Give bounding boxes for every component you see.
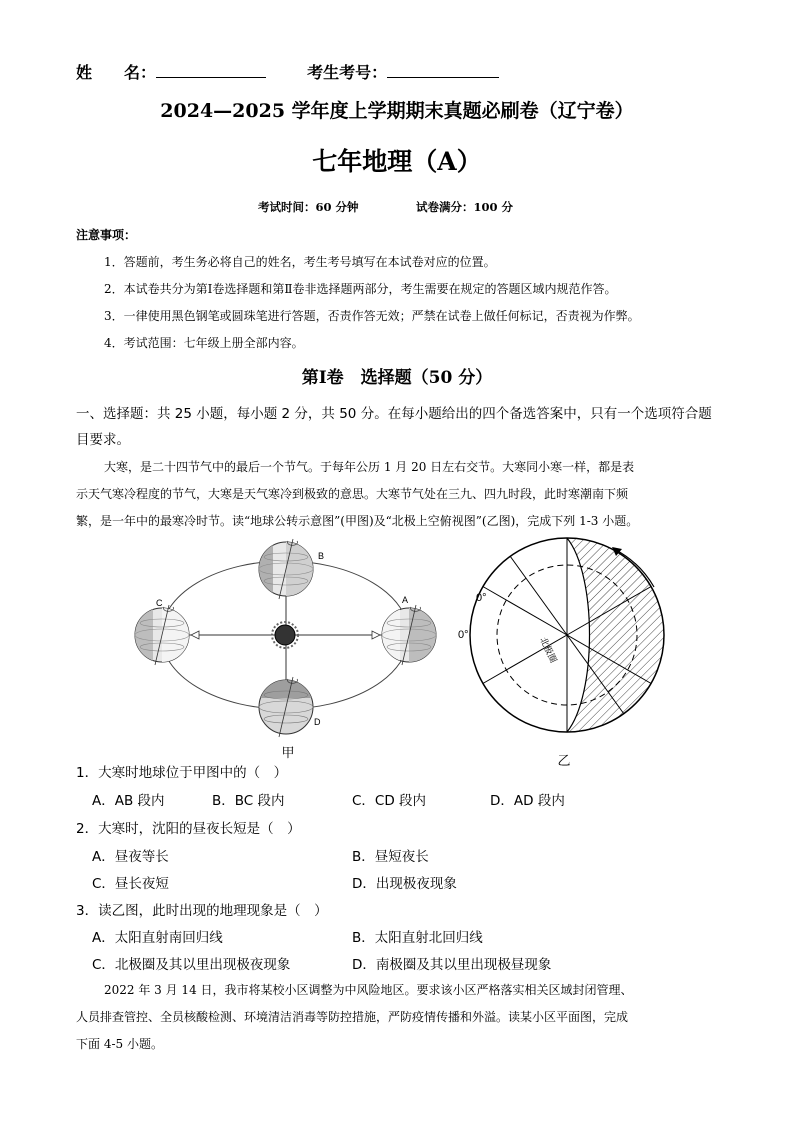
- earth-b-icon: [259, 539, 313, 599]
- passage-line: 大寒，是二十四节气中的最后一个节气。于每年公历 1 月 20 日左右交节。大寒同小寒一样，都是表: [104, 460, 635, 474]
- earth-c-icon: [135, 605, 189, 665]
- label-0deg: 0°: [476, 592, 487, 604]
- option-b[interactable]: B．太阳直射北回归线: [352, 930, 483, 946]
- option-d[interactable]: D．出现极夜现象: [352, 876, 457, 892]
- name-field: [76, 60, 499, 83]
- figure-caption-yi: 乙: [557, 753, 571, 768]
- arrow-icon: [372, 631, 380, 639]
- label-0deg: 0°: [458, 629, 469, 641]
- label-b: B: [318, 551, 325, 561]
- passage-line: 人员排查管控、全员核酸检测、环境清洁消毒等防控措施，严防疫情传播和外溢。读某小区平面图，完成: [76, 1010, 629, 1024]
- figure-caption-jia: 甲: [281, 745, 295, 760]
- earth-revolution-diagram: [128, 535, 450, 760]
- name-input-line[interactable]: [156, 61, 266, 78]
- earth-d-icon: [259, 677, 313, 737]
- label-d: D: [314, 717, 321, 727]
- subject-title: 七年地理（A）: [312, 147, 482, 176]
- option-c[interactable]: C．昼长夜短: [92, 876, 169, 892]
- option-a[interactable]: A．太阳直射南回归线: [92, 930, 223, 946]
- option-d[interactable]: D．南极圈及其以里出现极昼现象: [352, 957, 552, 973]
- label-a: A: [402, 595, 409, 605]
- id-input-line[interactable]: [387, 61, 499, 78]
- passage-line: 繁，是一年中的最寒冷时节。读“地球公转示意图”(甲图)及“北极上空俯视图”(乙图)，完成下列 1-3 小题。: [76, 514, 639, 528]
- question-stem: 2．大寒时，沈阳的昼夜长短是（ ）: [76, 821, 301, 837]
- passage-line: 示天气寒冷程度的节气，大寒是天气寒冷到极致的意思。大寒节气处在三九、四九时段，此时寒潮南下频: [76, 487, 629, 501]
- notice-item: 2．本试卷共分为第Ⅰ卷选择题和第Ⅱ卷非选择题两部分，考生需要在规定的答题区域内规范作答。: [104, 282, 617, 296]
- north-pole-view-diagram: [452, 535, 677, 770]
- option-a[interactable]: A．昼夜等长: [92, 849, 169, 865]
- question-stem: 1．大寒时地球位于甲图中的（ ）: [76, 765, 288, 781]
- option-a[interactable]: A．AB 段内: [92, 793, 165, 809]
- notice-heading: 注意事项：: [76, 228, 137, 242]
- option-c[interactable]: C．CD 段内: [352, 793, 427, 809]
- section-title: 第Ⅰ卷 选择题（50 分）: [301, 368, 493, 388]
- exam-score: 试卷满分：100 分: [416, 200, 514, 214]
- section-intro: 一、选择题：共 25 小题，每小题 2 分，共 50 分。在每小题给出的四个备选答案中，只有一个选项符合题: [76, 406, 712, 422]
- notice-item: 1．答题前，考生务必将自己的姓名，考生考号填写在本试卷对应的位置。: [104, 255, 496, 269]
- label-arctic-circle: 北极圈: [538, 635, 559, 665]
- name-label: 姓 名：: [76, 63, 157, 82]
- question-stem: 3．读乙图，此时出现的地理现象是（ ）: [76, 903, 328, 919]
- sun-icon: [275, 625, 295, 645]
- passage-line: 2022 年 3 月 14 日，我市将某校小区调整为中风险地区。要求该小区严格落实相关区域封闭管理、: [104, 983, 633, 997]
- passage-line: 下面 4-5 小题。: [76, 1037, 163, 1051]
- exam-time: 考试时间：60 分钟: [258, 200, 359, 214]
- option-d[interactable]: D．AD 段内: [490, 793, 565, 809]
- notice-item: 3．一律使用黑色钢笔或圆珠笔进行答题，否责作答无效；严禁在试卷上做任何标记，否责视为作弊。: [104, 309, 640, 323]
- label-c: C: [156, 598, 163, 608]
- arrow-icon: [191, 631, 199, 639]
- option-b[interactable]: B．BC 段内: [212, 793, 285, 809]
- option-c[interactable]: C．北极圈及其以里出现极夜现象: [92, 957, 291, 973]
- section-intro: 目要求。: [76, 432, 130, 448]
- notice-item: 4．考试范围：七年级上册全部内容。: [104, 336, 304, 350]
- id-label: 考生考号：: [307, 63, 388, 82]
- earth-a-icon: [382, 605, 436, 665]
- exam-title: 2024—2025 学年度上学期期末真题必刷卷（辽宁卷）: [160, 100, 634, 122]
- option-b[interactable]: B．昼短夜长: [352, 849, 429, 865]
